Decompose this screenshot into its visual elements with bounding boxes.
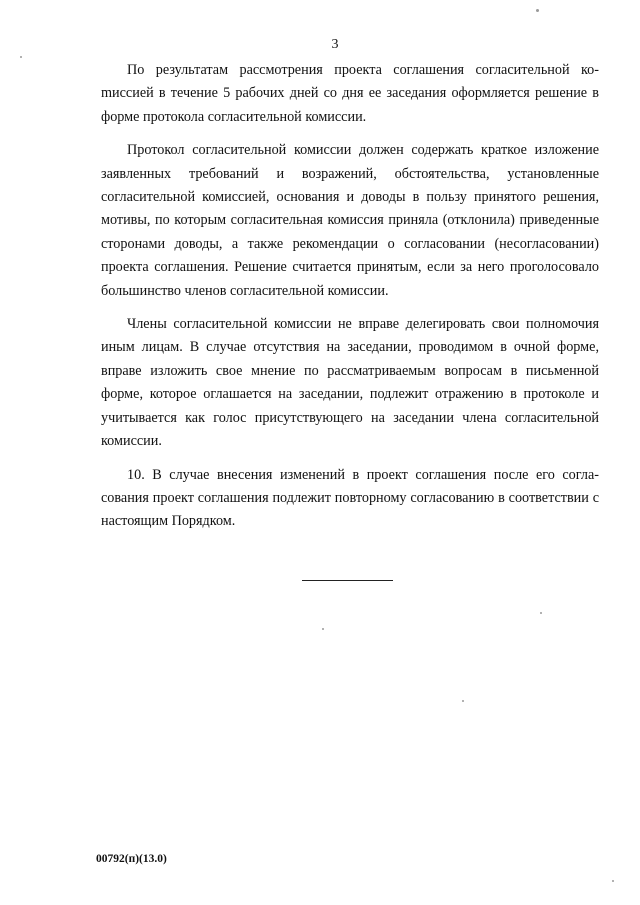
paragraph-members-delegation: Члены согласительной комиссии не вправе делегировать свои полномочия иным лицам. В случае отсутствия на заседании, проводимом в очной форме, вправе изложить свое мнение по рассматриваемым вопросам в письменной форме, которое оглашается на заседании, подлежит отражению в протоколе и учитывается как голос присутствующего на заседании члена согласительной комиссии. [101,316,599,450]
document-body [101,59,599,544]
paragraph-item-10: 10. В случае внесения изменений в проект соглашения после его согласования проект соглашения подлежит повторному согласованию в соответствии с настоящим Порядком. [101,466,599,530]
document-code: 00792(п)(13.0) [96,853,167,865]
paragraph-protocol-contents: Протокол согласительной комиссии должен содержать краткое изложение заявленных требований и возражений, обстоятельства, установленные согласительной комиссией, основания и доводы в пользу принятого решения, мотивы, по которым согласительная комиссия приняла (отклонила) приведенные сторонами доводы, а также рекомендации о согласовании (несогласовании) проекта соглашения. Решение считается принятым, если за него проголосовало большинство членов согласительной комиссии. [101,142,599,299]
scan-speck [540,612,542,614]
end-of-text-divider [302,580,393,581]
scan-speck [20,56,22,58]
page-number: 3 [331,37,339,52]
scan-speck [322,628,324,630]
scan-speck [462,700,464,702]
scan-speck [536,9,539,12]
scan-speck [612,880,614,882]
paragraph-decision-protocol: По результатам рассмотрения проекта соглашения согласительной коmиссией в течение 5 рабочих дней со дня ее заседания оформляется решение в форме протокола согласительной комиссии. [101,62,599,125]
